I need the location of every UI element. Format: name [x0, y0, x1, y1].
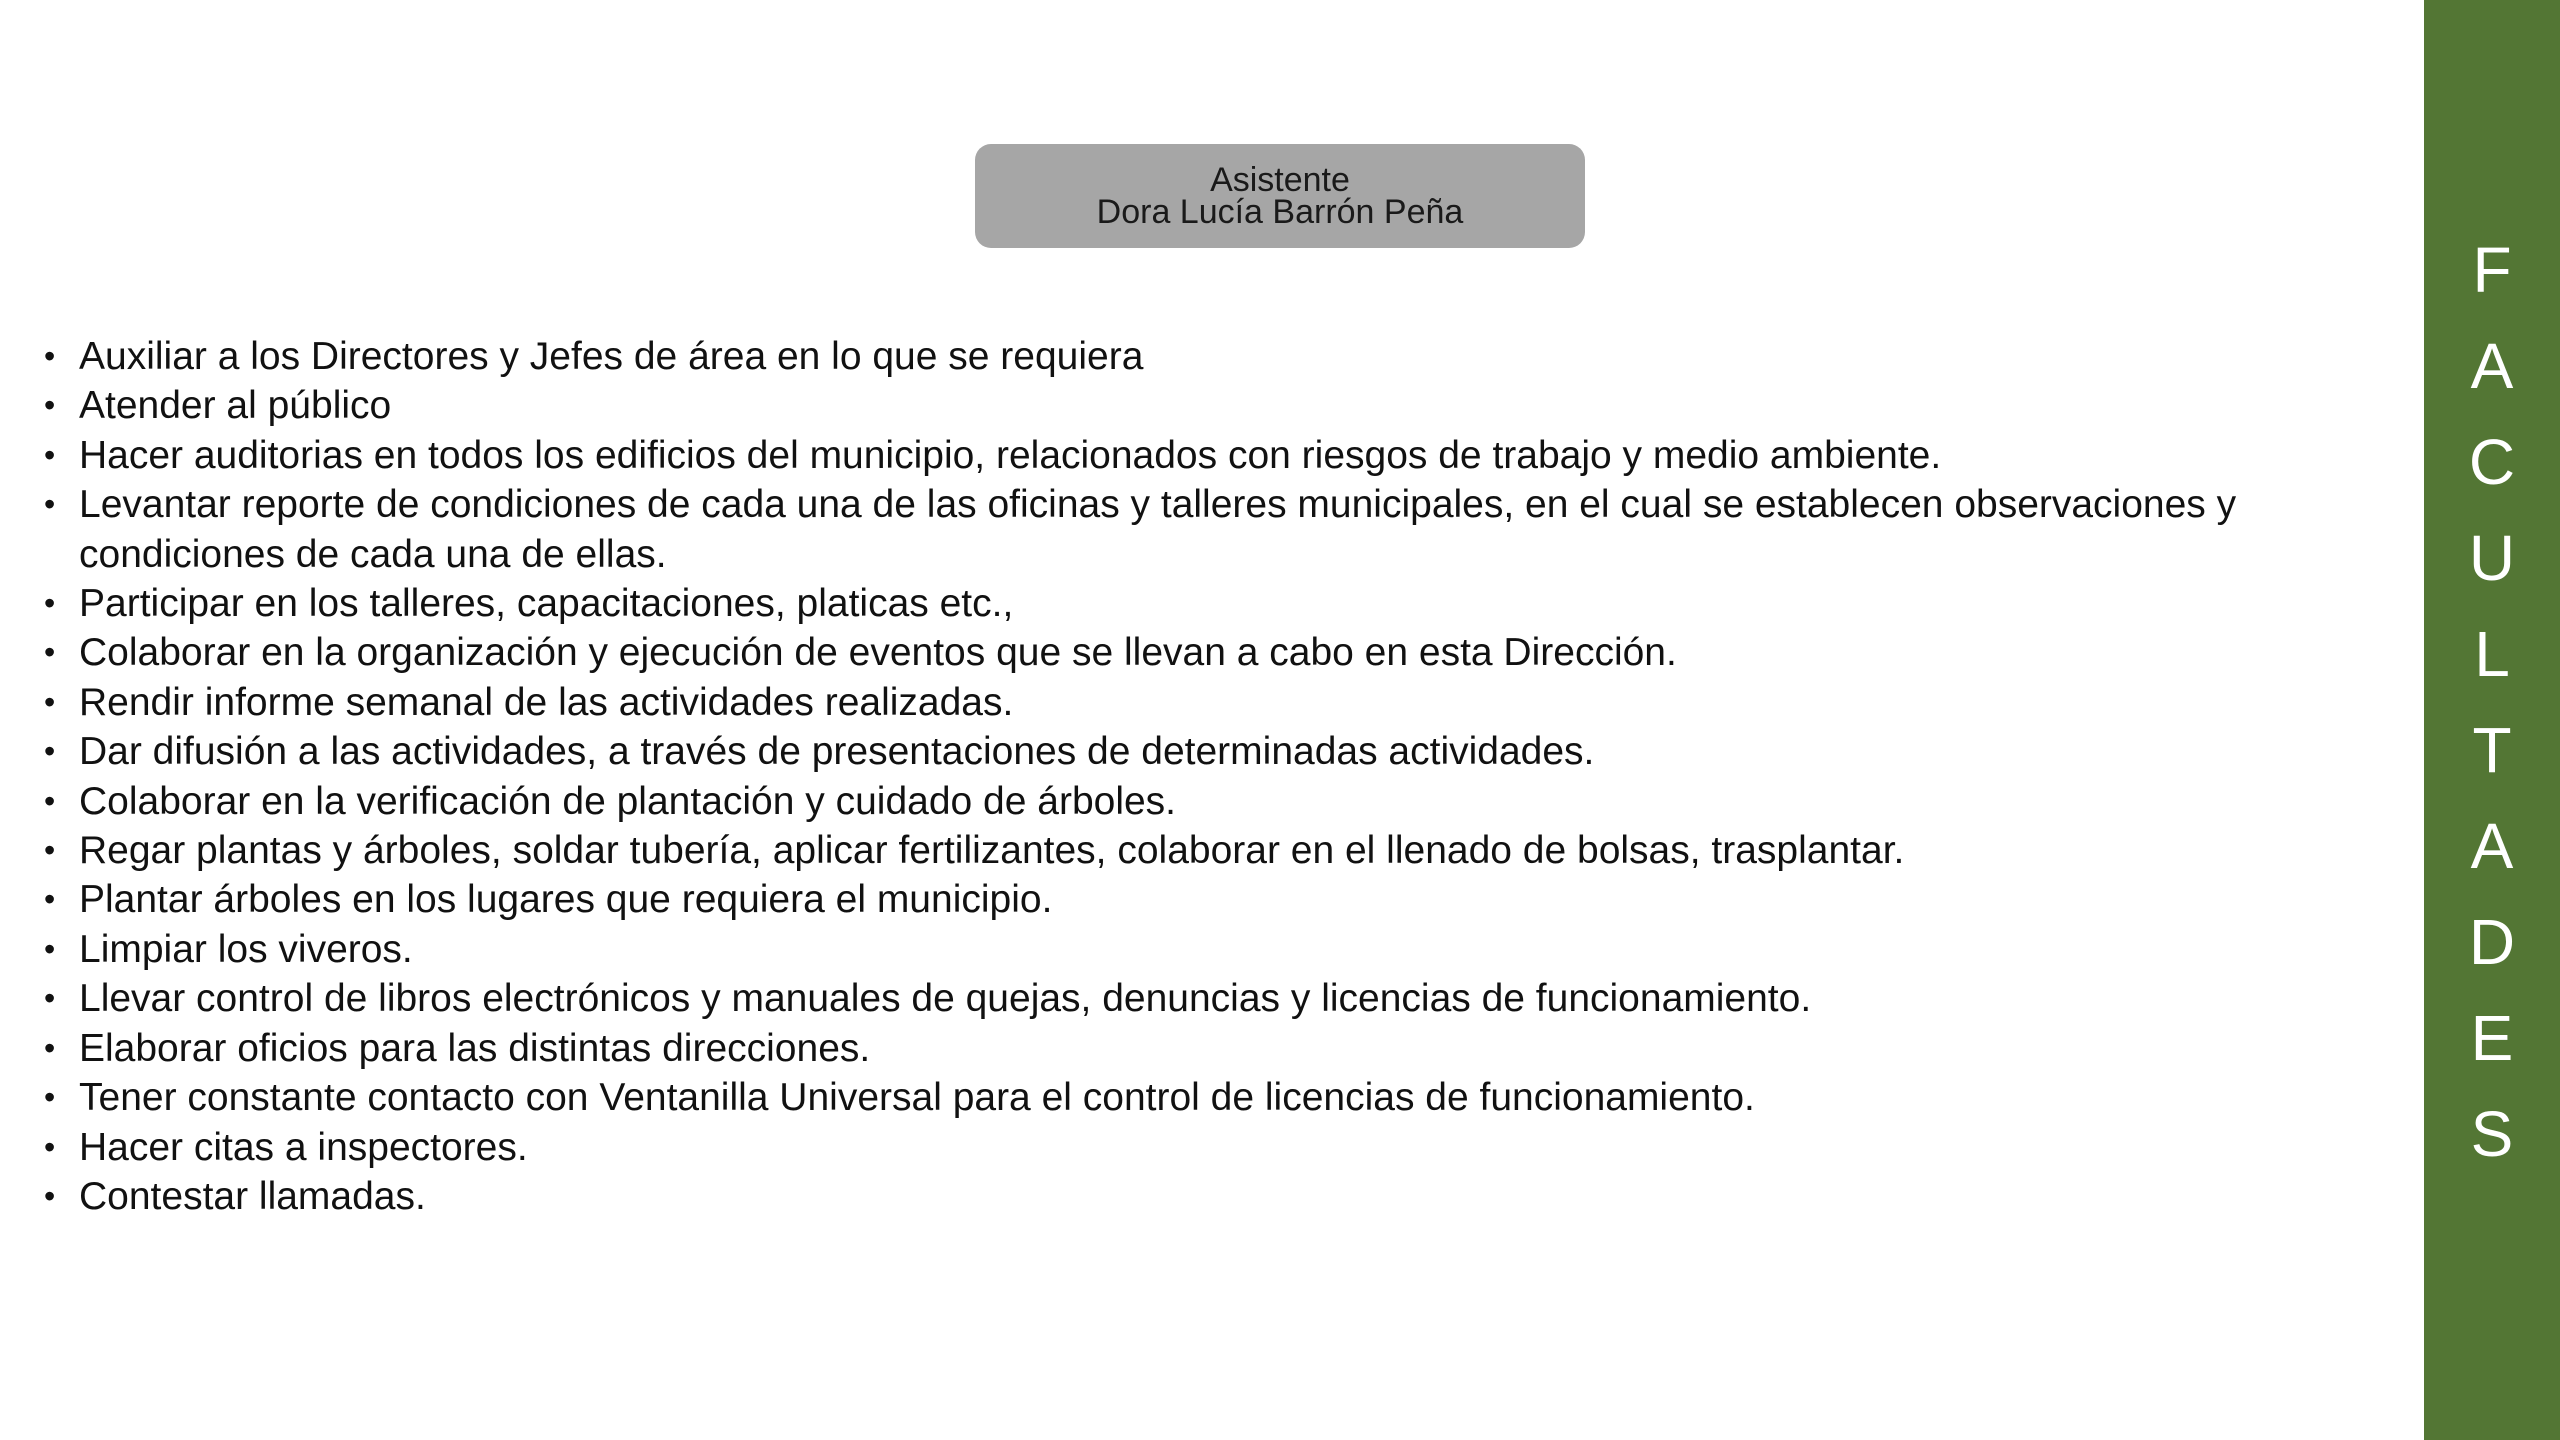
duty-item: • Dar difusión a las actividades, a través de presentaciones de determinadas actividades.: [44, 727, 2364, 776]
duty-item: • Colaborar en la organización y ejecución de eventos que se llevan a cabo en esta Dirección.: [44, 628, 2364, 677]
side-bar: [2424, 0, 2560, 1440]
duty-item: • Regar plantas y árboles, soldar tubería, aplicar fertilizantes, colaborar en el llenado de bolsas, trasplantar.: [44, 826, 2364, 875]
duty-item: • Tener constante contacto con Ventanilla Universal para el control de licencias de funcionamiento.: [44, 1073, 2364, 1122]
duty-item: • Hacer citas a inspectores.: [44, 1123, 2364, 1172]
duties-list: [44, 332, 2364, 1221]
title-box: [975, 144, 1585, 248]
side-letter: U: [2468, 522, 2516, 594]
duty-item: • Auxiliar a los Directores y Jefes de área en lo que se requiera: [44, 332, 2364, 381]
side-label-facultades: [2424, 222, 2560, 1182]
duty-item: • Llevar control de libros electrónicos y manuales de quejas, denuncias y licencias de funcionamiento.: [44, 974, 2364, 1023]
duty-item: • Levantar reporte de condiciones de cada una de las oficinas y talleres municipales, en el cual se establecen observaciones y condiciones de cada una de ellas.: [44, 480, 2364, 579]
side-letter: D: [2468, 906, 2516, 978]
side-letter: A: [2470, 330, 2514, 402]
duty-item: • Elaborar oficios para las distintas direcciones.: [44, 1024, 2364, 1073]
duty-item: • Contestar llamadas.: [44, 1172, 2364, 1221]
side-letter: F: [2472, 234, 2512, 306]
duty-item: • Hacer auditorias en todos los edificios del municipio, relacionados con riesgos de trabajo y medio ambiente.: [44, 431, 2364, 480]
person-name: Dora Lucía Barrón Peña: [1096, 193, 1464, 231]
duty-item: • Limpiar los viveros.: [44, 925, 2364, 974]
duty-item: • Plantar árboles en los lugares que requiera el municipio.: [44, 875, 2364, 924]
duty-item: • Atender al público: [44, 381, 2364, 430]
side-letter: L: [2474, 618, 2510, 690]
duty-item: • Participar en los talleres, capacitaciones, platicas etc.,: [44, 579, 2364, 628]
duty-item: • Colaborar en la verificación de plantación y cuidado de árboles.: [44, 777, 2364, 826]
side-letter: T: [2472, 714, 2512, 786]
side-letter: S: [2470, 1098, 2514, 1170]
side-letter: C: [2468, 426, 2516, 498]
role-title: Asistente: [1210, 161, 1350, 199]
side-letter: A: [2470, 810, 2514, 882]
duty-item: • Rendir informe semanal de las actividades realizadas.: [44, 678, 2364, 727]
side-letter: E: [2470, 1002, 2514, 1074]
